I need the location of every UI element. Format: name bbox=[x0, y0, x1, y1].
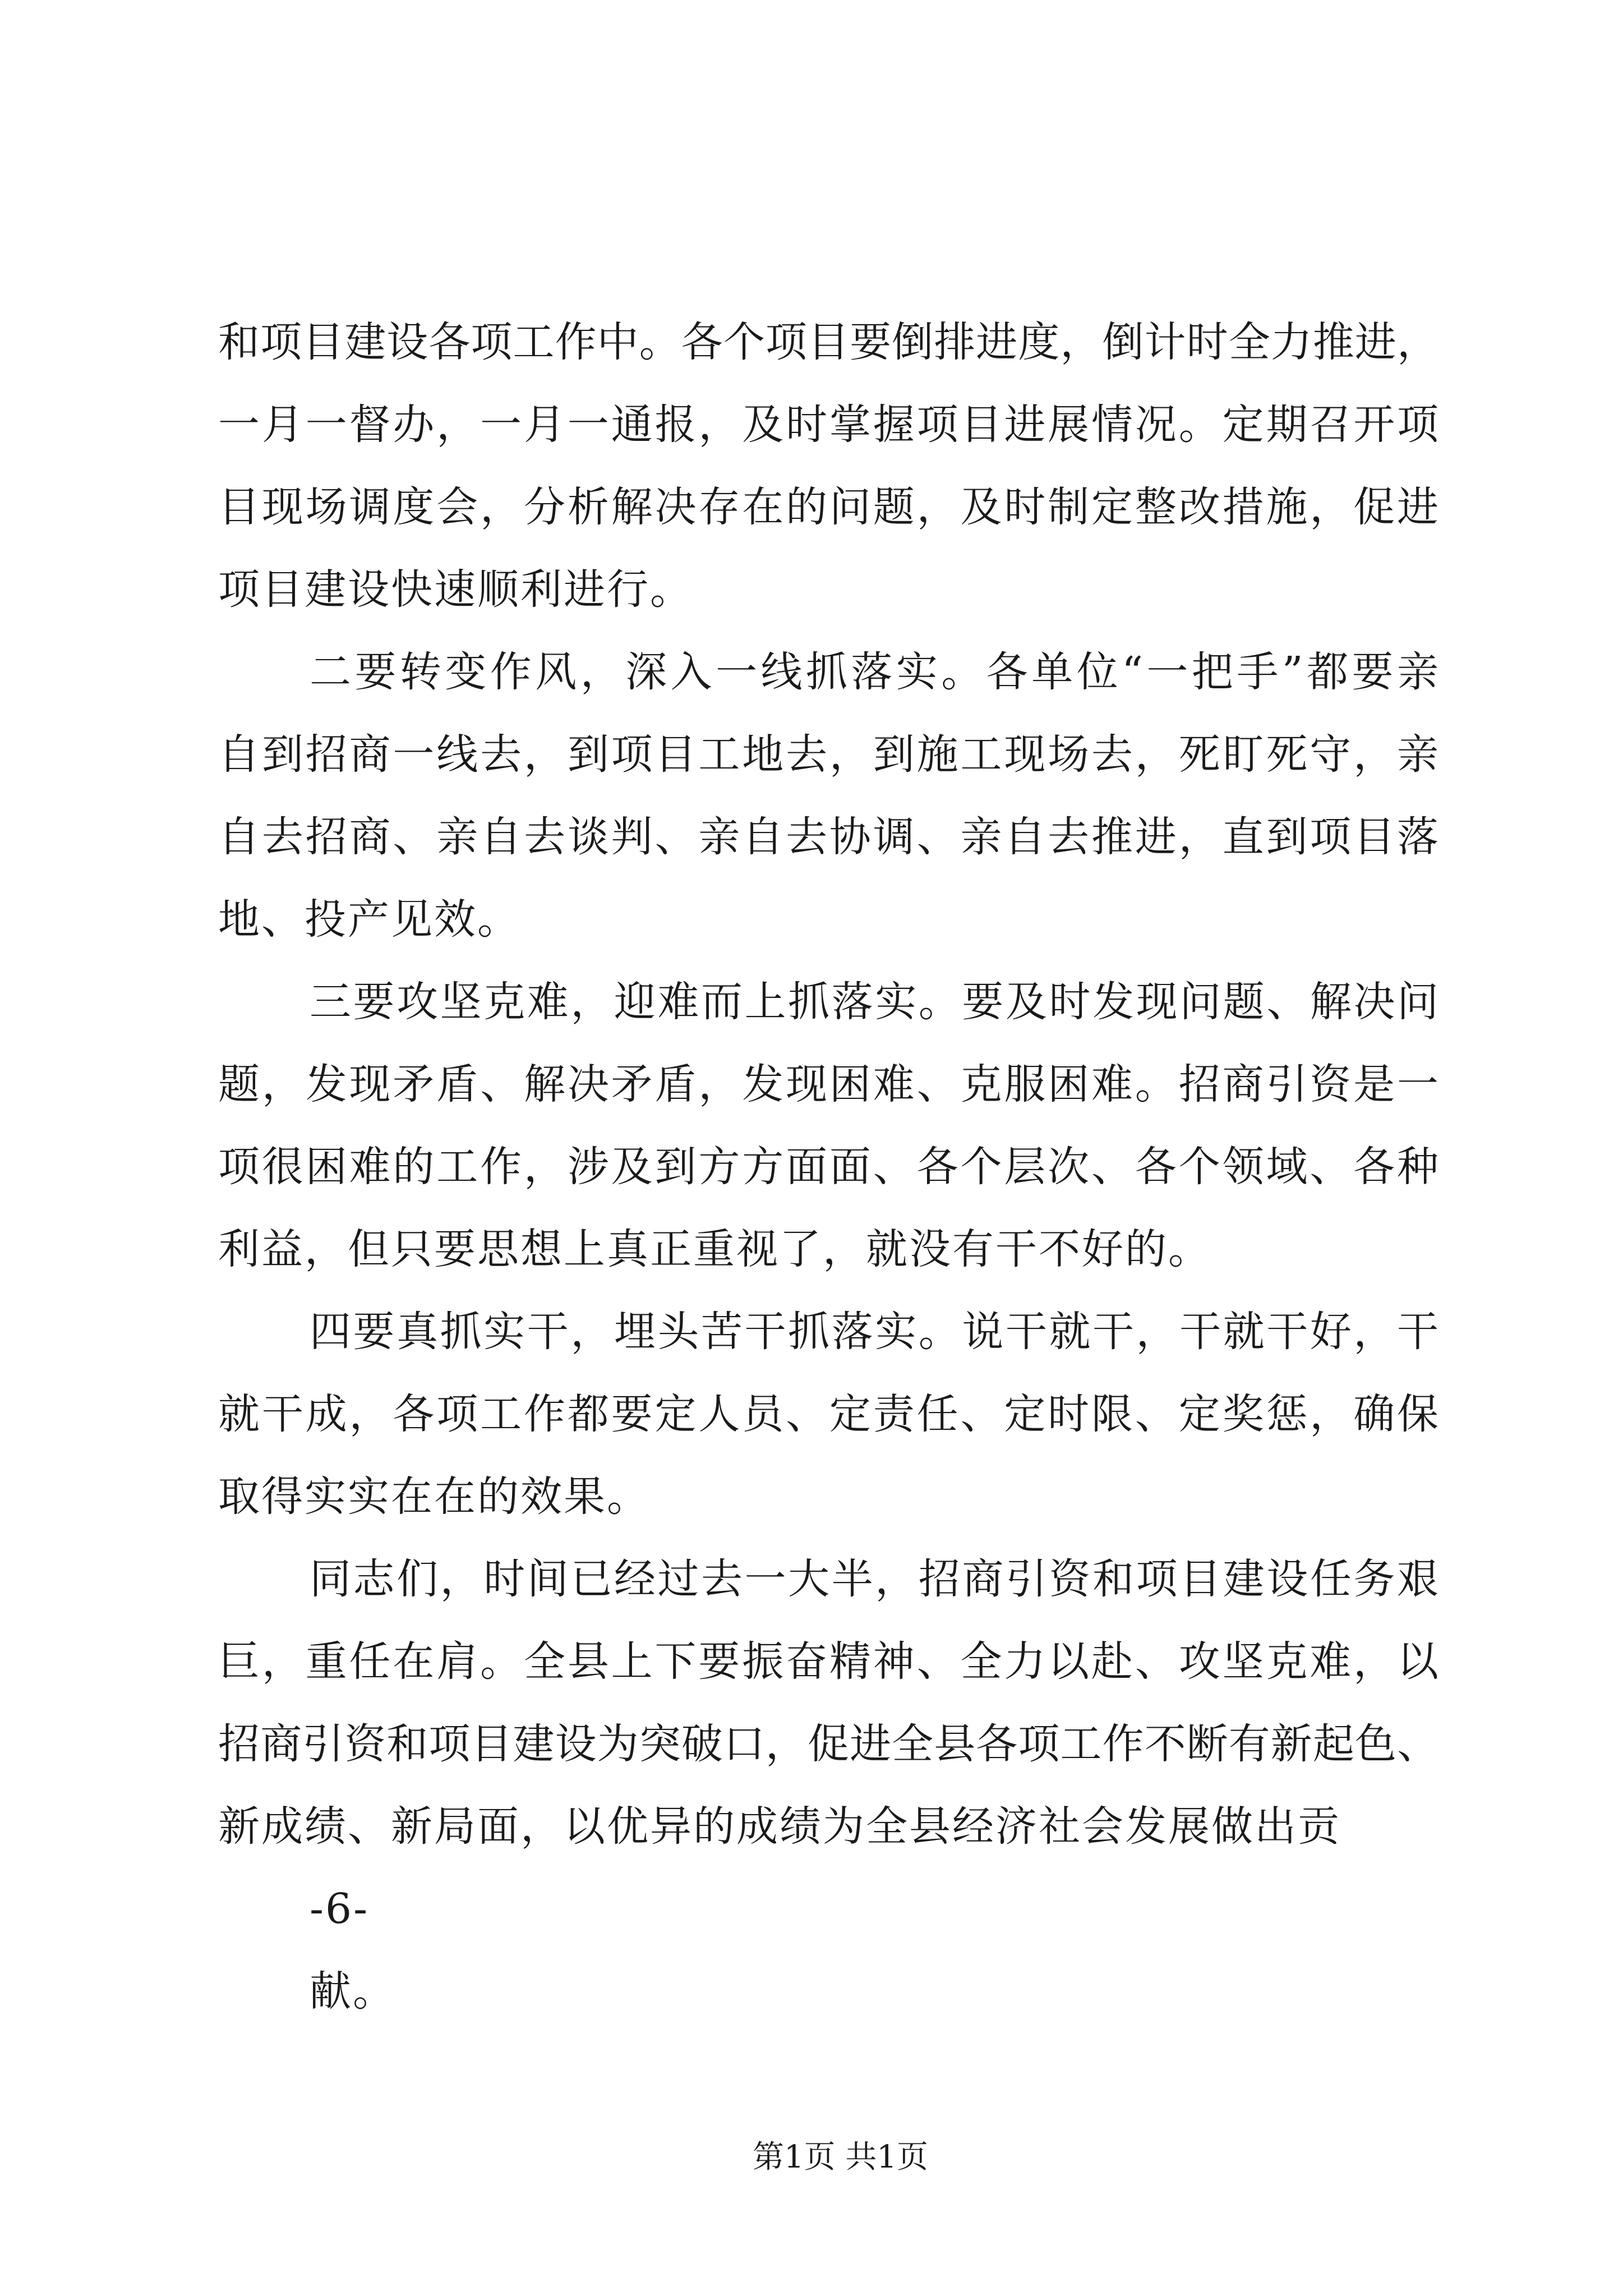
text-line: 地、投产见效。 bbox=[218, 895, 520, 944]
text-line: 新成绩、新局面，以优异的成绩为全县经济社会发展做出贡 bbox=[218, 1802, 1341, 1851]
text-line: 利益，但只要思想上真正重视了，就没有干不好的。 bbox=[218, 1225, 1211, 1273]
text-line: 目现场调度会，分析解决存在的问题，及时制定整改措施，促进 bbox=[218, 483, 1438, 531]
text-line: 一月一督办，一月一通报，及时掌握项目进展情况。定期召开项 bbox=[218, 401, 1438, 449]
text-line: 同志们，时间已经过去一大半，招商引资和项目建设任务艰 bbox=[310, 1555, 1438, 1603]
paragraph-4 bbox=[218, 1291, 1438, 1538]
text-line: 取得实实在在的效果。 bbox=[218, 1473, 650, 1521]
text-line: 项目建设快速顺利进行。 bbox=[218, 565, 693, 614]
document-body bbox=[218, 301, 1438, 2033]
paragraph-continuation: 献。 bbox=[310, 1967, 396, 2016]
text-line: 三要攻坚克难，迎难而上抓落实。要及时发现问题、解决问 bbox=[310, 978, 1438, 1026]
paragraph-5 bbox=[218, 1538, 1438, 1868]
text-line: 和项目建设各项工作中。各个项目要倒排进度，倒计时全力推进， bbox=[218, 318, 1438, 366]
paragraph-3 bbox=[218, 961, 1438, 1291]
text-line: 就干成，各项工作都要定人员、定责任、定时限、定奖惩，确保 bbox=[218, 1390, 1438, 1438]
paragraph-1 bbox=[218, 301, 1438, 631]
page-marker: -6- bbox=[310, 1885, 370, 1933]
text-line: 四要真抓实干，埋头苦干抓落实。说干就干，干就干好，干 bbox=[310, 1308, 1438, 1356]
text-line: 自到招商一线去，到项目工地去，到施工现场去，死盯死守，亲 bbox=[218, 730, 1438, 779]
text-line: 项很困难的工作，涉及到方方面面、各个层次、各个领域、各种 bbox=[218, 1143, 1438, 1191]
text-line: 巨，重任在肩。全县上下要振奋精神、全力以赴、攻坚克难，以 bbox=[218, 1637, 1438, 1686]
text-line: 自去招商、亲自去谈判、亲自去协调、亲自去推进，直到项目落 bbox=[218, 813, 1438, 861]
text-line: 题，发现矛盾、解决矛盾，发现困难、克服困难。招商引资是一 bbox=[218, 1060, 1438, 1108]
paragraph-2 bbox=[218, 631, 1438, 961]
text-line: 二要转变作风，深入一线抓落实。各单位“一把手”都要亲 bbox=[310, 648, 1438, 696]
text-line: 招商引资和项目建设为突破口，促进全县各项工作不断有新起色、 bbox=[218, 1720, 1438, 1768]
page-footer: 第1页 共1页 bbox=[753, 2139, 929, 2175]
